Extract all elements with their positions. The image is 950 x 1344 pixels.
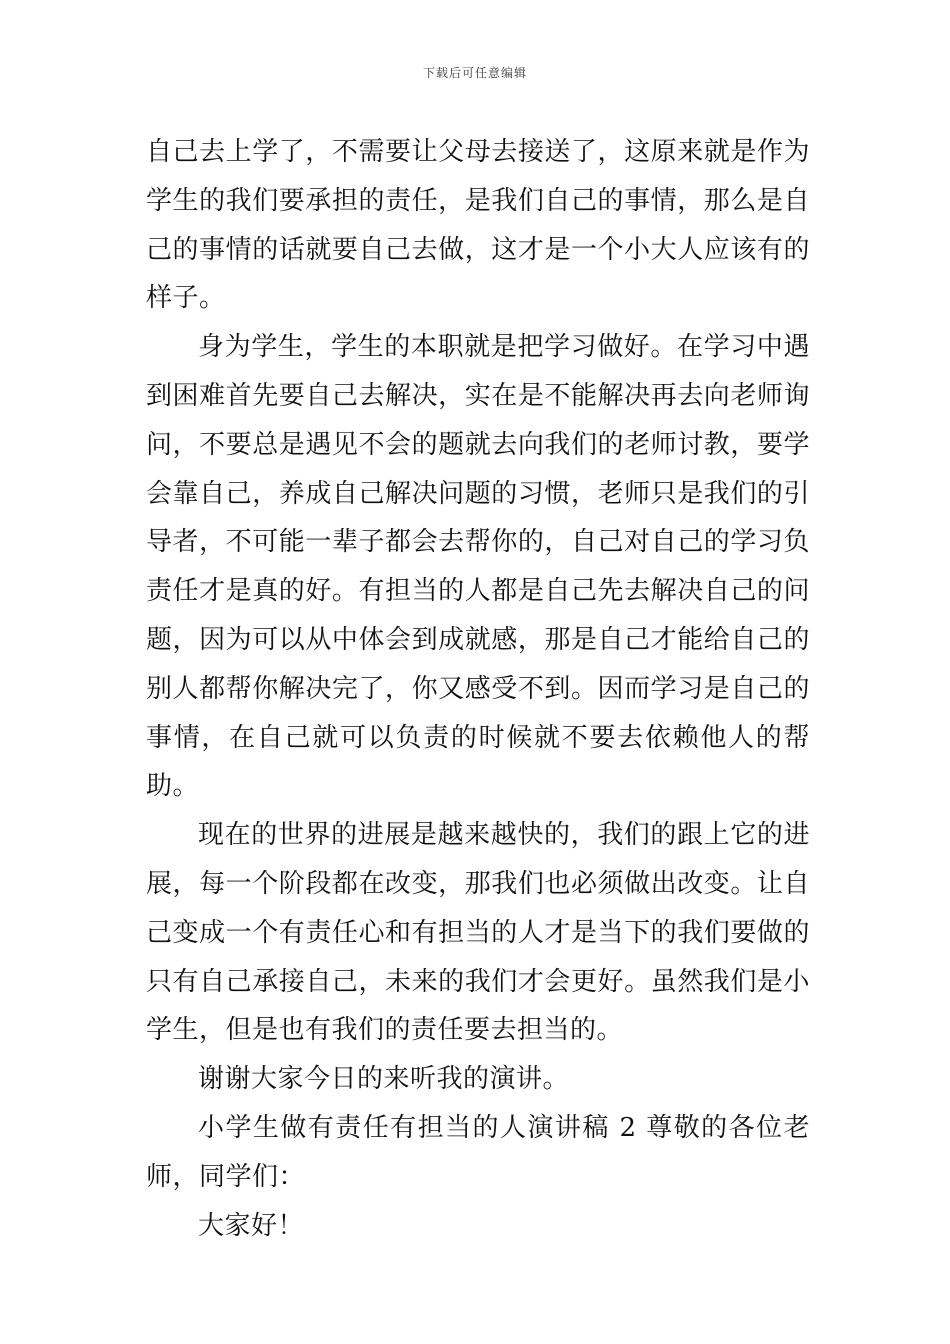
- document-body: [146, 128, 810, 1250]
- paragraph-6: 大家好！: [198, 1210, 305, 1241]
- paragraph-2: 身为学生，学生的本职就是把学习做好。在学习中遇到困难首先要自己去解决，实在是不能解决再去向老师询问，不要总是遇见不会的题就去向我们的老师讨教，要学会靠自己，养成自己解决问题的习惯，老师只是我们的引导者，不可能一辈子都会去帮你的，自己对自己的学习负责任才是真的好。有担当的人都是自己先去解决自己的问题，因为可以从中体会到成就感，那是自己才能给自己的别人都帮你解决完了，你又感受不到。因而学习是自己的事情，在自己就可以负责的时候就不要去依赖他人的帮助。: [146, 332, 810, 802]
- paragraph-4: 谢谢大家今日的来听我的演讲。: [198, 1064, 570, 1095]
- page-header: 下载后可任意编辑: [422, 66, 527, 80]
- paragraph-5: 小学生做有责任有担当的人演讲稿 2 尊敬的各位老师，同学们：: [146, 1112, 810, 1192]
- paragraph-3: 现在的世界的进展是越来越快的，我们的跟上它的进展，每一个阶段都在改变，那我们也必须做出改变。让自己变成一个有责任心和有担当的人才是当下的我们要做的只有自己承接自己，未来的我们才会更好。虽然我们是小学生，但是也有我们的责任要去担当的。: [146, 820, 810, 1046]
- paragraph-1: 自己去上学了，不需要让父母去接送了，这原来就是作为学生的我们要承担的责任，是我们自己的事情，那么是自己的事情的话就要自己去做，这才是一个小大人应该有的样子。: [146, 137, 810, 314]
